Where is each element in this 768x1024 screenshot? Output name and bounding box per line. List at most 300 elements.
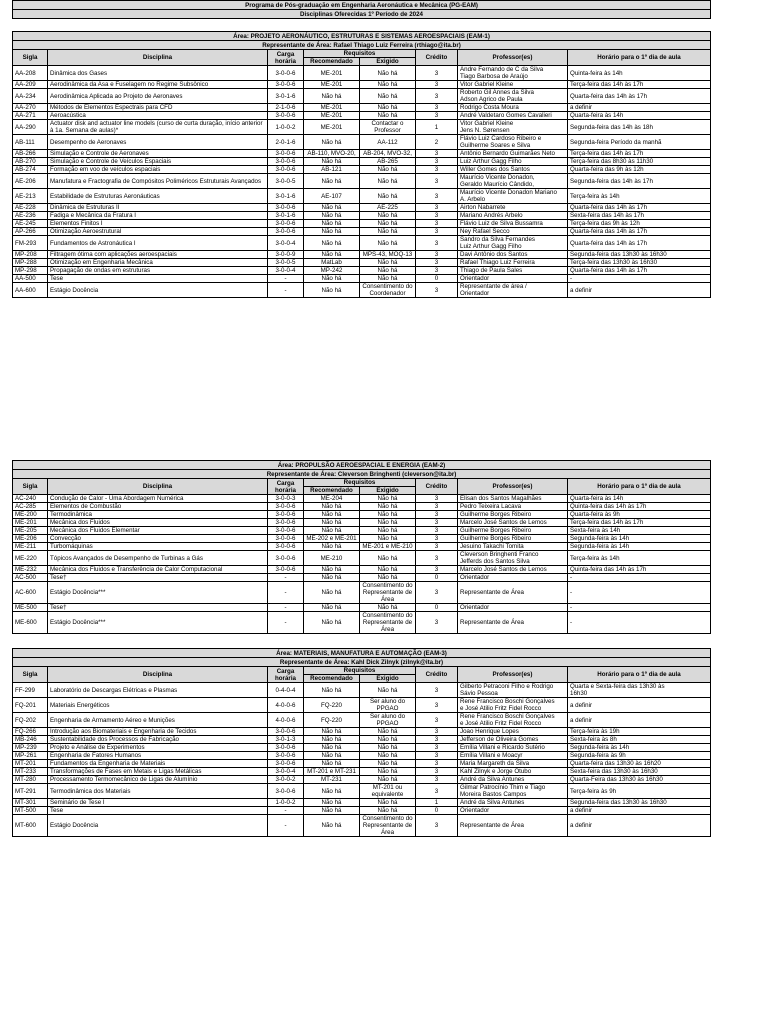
cell-exigido: Não há [360,519,416,527]
cell-credito: 0 [416,275,458,283]
cell-horario: Quarta e Sexta-feira das 13h30 às 16h30 [568,683,711,698]
cell-horario: Terça-feira às 9h [568,784,711,799]
area-rep-row [13,470,711,479]
cell-credito: 3 [416,189,458,204]
cell-carga: 3-0-0-6 [268,752,304,760]
cell-sigla: MT-291 [13,784,48,799]
cell-disciplina: Mecânica dos Fluidos Elementar [48,527,268,535]
cell-exigido: Não há [360,166,416,174]
table-row [13,566,711,574]
cell-sigla: AP-266 [13,228,48,236]
cell-disciplina: Laboratório de Descargas Elétricas e Plasmas [48,683,268,698]
col-sigla: Sigla [13,50,48,66]
cell-disciplina: Seminário de Tese I [48,799,268,807]
table-row [13,251,711,259]
cell-credito: 3 [416,259,458,267]
cell-exigido: Não há [360,799,416,807]
cell-professor: Rene Francisco Boschi Gonçalves e José Atilio Fritz Fidel Rocco [458,698,568,713]
cell-exigido: AA-112 [360,135,416,150]
cell-disciplina: Sustentabilidade dos Processos de Fabricação [48,736,268,744]
col-requisitos: Requisitos [304,667,416,675]
cell-horario: a definir [568,713,711,728]
cell-horario: Quinta-feira das 14h às 17h [568,503,711,511]
table-row [13,174,711,189]
area-title-row [13,461,711,470]
cell-credito: 3 [416,228,458,236]
cell-credito: 3 [416,166,458,174]
cell-horario: Segunda-feira às 9h [568,752,711,760]
cell-credito: 3 [416,89,458,104]
table-row [13,713,711,728]
cell-carga: - [268,807,304,815]
cell-sigla: AE-228 [13,204,48,212]
cell-sigla: AB-270 [13,158,48,166]
cell-horario: Quarta-feira das 14h às 17h [568,204,711,212]
cell-recomendado: MP-242 [304,267,360,275]
cell-exigido: Não há [360,189,416,204]
cell-professor: Gilberto Petraconi Filho e Rodrigo Sávio Pessoa [458,683,568,698]
cell-credito: 3 [416,158,458,166]
cell-recomendado: FQ-220 [304,698,360,713]
cell-credito: 3 [416,744,458,752]
cell-exigido: MPS-43, MOQ-13 [360,251,416,259]
area-title: Área: MATERIAIS, MANUFATURA E AUTOMAÇÃO (EAM-3) [13,649,711,658]
table-row [13,135,711,150]
cell-sigla: ME-205 [13,527,48,535]
cell-sigla: AE-245 [13,220,48,228]
cell-carga: 3-0-0-6 [268,228,304,236]
cell-carga: - [268,612,304,634]
cell-recomendado: Não há [304,89,360,104]
cell-sigla: AE-236 [13,212,48,220]
cell-horario: Terça-feira das 9h às 12h [568,220,711,228]
cell-sigla: AC-285 [13,503,48,511]
cell-credito: 3 [416,236,458,251]
cell-professor: Guilherme Borges Ribeiro [458,535,568,543]
cell-carga: 2-1-0-6 [268,104,304,112]
table-row [13,752,711,760]
cell-carga: 4-0-0-6 [268,698,304,713]
table-row [13,535,711,543]
cell-recomendado: AB-121 [304,166,360,174]
table-row [13,776,711,784]
cell-disciplina: Termodinâmica [48,511,268,519]
cell-recomendado: Não há [304,815,360,837]
cell-recomendado: Não há [304,283,360,298]
cell-exigido: Não há [360,81,416,89]
cell-professor: Orientador [458,604,568,612]
cell-sigla: AA-270 [13,104,48,112]
table-row [13,527,711,535]
col-recomendado: Recomendado [304,675,360,683]
cell-recomendado: Não há [304,760,360,768]
cell-professor: Ney Rafael Secco [458,228,568,236]
cell-horario: Quinta-feira às 14h [568,66,711,81]
cell-carga: 3-0-0-4 [268,267,304,275]
cell-disciplina: Otimização Aeroestrutural [48,228,268,236]
cell-professor: Pedro Teixeira Lacava [458,503,568,511]
cell-credito: 0 [416,807,458,815]
cell-carga: - [268,275,304,283]
col-horario: Horário para o 1º dia de aula [568,667,711,683]
cell-exigido: Não há [360,112,416,120]
cell-exigido: Não há [360,104,416,112]
table-row [13,228,711,236]
cell-sigla: MT-233 [13,768,48,776]
cell-credito: 3 [416,683,458,698]
cell-credito: 3 [416,728,458,736]
cell-professor: Jesuino Takachi Tomita [458,543,568,551]
cell-exigido: MT-201 ou equivalente [360,784,416,799]
cell-carga: 3-0-0-6 [268,760,304,768]
cell-professor: André Valdetaro Gomes Cavalieri [458,112,568,120]
cell-disciplina: Desempenho de Aeronaves [48,135,268,150]
cell-carga: 3-0-0-2 [268,776,304,784]
cell-sigla: MP-298 [13,267,48,275]
cell-professor: Guilherme Borges Ribeiro [458,511,568,519]
cell-sigla: ME-211 [13,543,48,551]
cell-sigla: AA-600 [13,283,48,298]
cell-disciplina: Elementos Finitos I [48,220,268,228]
cell-carga: 1-0-0-2 [268,799,304,807]
cell-carga: 4-0-0-6 [268,713,304,728]
table-row [13,807,711,815]
cell-credito: 3 [416,220,458,228]
table-row [13,220,711,228]
cell-recomendado: MatLab [304,259,360,267]
cell-recomendado: Não há [304,736,360,744]
table-row [13,736,711,744]
table-row [13,275,711,283]
cell-recomendado: Não há [304,799,360,807]
cell-credito: 3 [416,495,458,503]
cell-sigla: AA-234 [13,89,48,104]
cell-sigla: FQ-266 [13,728,48,736]
cell-sigla: MT-500 [13,807,48,815]
cell-disciplina: Dinâmica de Estruturas II [48,204,268,212]
cell-professor: Rodrigo Costa Moura [458,104,568,112]
program-title: Programa de Pós-graduação em Engenharia Aeronáutica e Mecânica (PG-EAM) [13,1,711,10]
cell-horario: Sexta-feira às 14h [568,527,711,535]
cell-exigido: Ser aluno do PPGAO [360,698,416,713]
cell-horario: Sexta-feira às 8h [568,736,711,744]
col-exigido: Exigido [360,675,416,683]
cell-exigido: AE-225 [360,204,416,212]
col-horario: Horário para o 1º dia de aula [568,50,711,66]
cell-credito: 3 [416,174,458,189]
cell-horario: Quarta-feira das 13h30 às 16h20 [568,760,711,768]
cell-carga: 3-0-0-6 [268,535,304,543]
area-title-row [13,649,711,658]
table-row [13,259,711,267]
cell-credito: 3 [416,784,458,799]
header-row [13,667,711,675]
cell-disciplina: Filtragem ótima com aplicações aeroespaciais [48,251,268,259]
cell-carga: 3-0-1-6 [268,189,304,204]
cell-exigido: Não há [360,551,416,566]
table-row [13,158,711,166]
cell-professor: Joao Henrique Lopes [458,728,568,736]
cell-credito: 3 [416,81,458,89]
table-row [13,582,711,604]
col-recomendado: Recomendado [304,58,360,66]
cell-carga: 3-0-0-6 [268,511,304,519]
cell-horario: Quarta-feira das 14h às 17h [568,89,711,104]
cell-credito: 3 [416,543,458,551]
cell-recomendado: Não há [304,511,360,519]
cell-carga: 3-0-1-6 [268,89,304,104]
cell-recomendado: Não há [304,784,360,799]
cell-recomendado: ME-204 [304,495,360,503]
cell-recomendado: Não há [304,683,360,698]
cell-disciplina: Termodinâmica dos Materiais [48,784,268,799]
cell-disciplina: Fundamentos da Engenharia de Materiais [48,760,268,768]
table-row [13,150,711,158]
cell-disciplina: Tese† [48,574,268,582]
cell-credito: 0 [416,574,458,582]
cell-sigla: MT-280 [13,776,48,784]
cell-recomendado: MT-231 [304,776,360,784]
cell-disciplina: Engenharia de Armamento Aéreo e Munições [48,713,268,728]
cell-professor: Davi Antônio dos Santos [458,251,568,259]
table-row [13,104,711,112]
cell-carga: 3-0-0-6 [268,519,304,527]
cell-disciplina: Engenharia de Fatores Humanos [48,752,268,760]
cell-recomendado: Não há [304,807,360,815]
col-credito: Crédito [416,667,458,683]
cell-credito: 3 [416,713,458,728]
section-gap [13,298,711,461]
cell-professor: André da Silva Antunes [458,776,568,784]
cell-exigido: Não há [360,174,416,189]
table-row [13,120,711,135]
cell-horario: Terça-feira das 13h30 às 16h30 [568,259,711,267]
cell-professor: Airton Nabarrete [458,204,568,212]
cell-carga: 3-0-0-6 [268,744,304,752]
cell-carga: - [268,604,304,612]
cell-sigla: ME-232 [13,566,48,574]
area-title-row [13,32,711,41]
cell-sigla: AE-213 [13,189,48,204]
cell-disciplina: Propagação de ondas em estruturas [48,267,268,275]
cell-professor: Maurício Vicente Donadon, Geraldo Maurício Cândido, [458,174,568,189]
cell-disciplina: Simulação e Controle de Veículos Espaciais [48,158,268,166]
cell-exigido: Não há [360,566,416,574]
cell-sigla: MP-261 [13,752,48,760]
cell-professor: Orientador [458,275,568,283]
cell-credito: 1 [416,799,458,807]
cell-disciplina: Aeroacústica [48,112,268,120]
cell-sigla: FQ-202 [13,713,48,728]
cell-credito: 3 [416,815,458,837]
cell-exigido: Não há [360,574,416,582]
cell-recomendado: Não há [304,174,360,189]
cell-professor: Rene Francisco Boschi Gonçalves e José Atilio Fritz Fidel Rocco [458,713,568,728]
cell-exigido: Ser aluno do PPGAO [360,713,416,728]
cell-carga: 3-0-0-6 [268,784,304,799]
cell-exigido: Não há [360,535,416,543]
cell-carga: 1-0-0-2 [268,120,304,135]
cell-credito: 3 [416,212,458,220]
cell-professor: Kahl Zilnyk e Jorge Otubo [458,768,568,776]
area-representative: Representante de Área: Kahl Dick Zilnyk (zilnyk@ita.br) [13,658,711,667]
cell-recomendado: Não há [304,519,360,527]
cell-exigido: Não há [360,728,416,736]
cell-carga: 3-0-0-9 [268,251,304,259]
cell-exigido: Consentimento do Representante de Área [360,612,416,634]
cell-horario: Quarta-feira às 14h [568,495,711,503]
col-carga: Carga horária [268,479,304,495]
cell-credito: 3 [416,283,458,298]
cell-horario: Terça-feira das 14h às 17h [568,81,711,89]
area-representative: Representante de Área: Rafael Thiago Luiz Ferreira (rthiago@ita.br) [13,41,711,50]
cell-professor: Maurício Vicente Donadon Mariano A. Arbelo [458,189,568,204]
cell-disciplina: Otimização em Engenharia Mecânica [48,259,268,267]
cell-disciplina: Convecção [48,535,268,543]
cell-horario: a definir [568,698,711,713]
cell-recomendado: ME-201 [304,81,360,89]
cell-disciplina: Aerodinâmica Aplicada ao Projeto de Aeronaves [48,89,268,104]
cell-carga: 3-0-0-6 [268,204,304,212]
cell-disciplina: Introdução aos Biomateriais e Engenharia de Tecidos [48,728,268,736]
cell-credito: 3 [416,698,458,713]
cell-credito: 3 [416,267,458,275]
cell-credito: 0 [416,604,458,612]
cell-disciplina: Estágio Docência*** [48,612,268,634]
cell-professor: Representante de Área [458,582,568,604]
cell-professor: Andre Fernando de C da Silva Tiago Barbosa de Araújo [458,66,568,81]
cell-professor: Elisan dos Santos Magalhães [458,495,568,503]
cell-horario: Segunda-feira das 14h às 18h [568,120,711,135]
cell-professor: Willer Gomes dos Santos [458,166,568,174]
cell-professor: Vitor Gabriel Kleine Jens N. Sørensen [458,120,568,135]
cell-horario: - [568,582,711,604]
cell-exigido: Não há [360,275,416,283]
cell-carga: 3-0-0-6 [268,220,304,228]
cell-disciplina: Processamento Termomecânico de Ligas de Alumínio [48,776,268,784]
col-exigido: Exigido [360,58,416,66]
table-row [13,604,711,612]
header-row [13,479,711,487]
cell-horario: Terça-feira às 19h [568,728,711,736]
cell-carga: 3-0-0-5 [268,174,304,189]
cell-horario: Segunda-feira das 14h às 17h [568,174,711,189]
cell-horario: Segunda-feira Período da manhã [568,135,711,150]
col-horario: Horário para o 1º dia de aula [568,479,711,495]
cell-disciplina: Estágio Docência*** [48,582,268,604]
cell-disciplina: Tese [48,275,268,283]
cell-horario: a definir [568,815,711,837]
cell-sigla: ME-201 [13,519,48,527]
cell-credito: 3 [416,535,458,543]
table-body [13,1,711,837]
cell-professor: Maria Margareth da Silva [458,760,568,768]
cell-carga: 3-0-0-6 [268,81,304,89]
cell-professor: André da Silva Antunes [458,799,568,807]
cell-disciplina: Condução de Calor - Uma Abordagem Numérica [48,495,268,503]
cell-horario: Terça-feira das 8h30 às 11h30 [568,158,711,166]
cell-credito: 3 [416,251,458,259]
cell-credito: 3 [416,736,458,744]
cell-carga: 3-0-0-6 [268,150,304,158]
table-row [13,799,711,807]
cell-sigla: ME-500 [13,604,48,612]
cell-professor: Flávio Luiz Cardoso Ribeiro e Guilherme Soares e Silva [458,135,568,150]
cell-horario: - [568,574,711,582]
cell-exigido: Contactar o Professor [360,120,416,135]
cell-professor: Marcelo José Santos de Lemos [458,566,568,574]
cell-sigla: AA-290 [13,120,48,135]
cell-sigla: ME-206 [13,535,48,543]
cell-professor: Representante de Área [458,815,568,837]
cell-carga: 3-0-0-6 [268,543,304,551]
cell-recomendado: Não há [304,135,360,150]
cell-credito: 3 [416,104,458,112]
cell-sigla: ME-200 [13,511,48,519]
cell-carga: 3-0-0-6 [268,112,304,120]
cell-exigido: Não há [360,259,416,267]
cell-exigido: AB-265 [360,158,416,166]
col-carga: Carga horária [268,667,304,683]
table-row [13,212,711,220]
cell-recomendado: Não há [304,251,360,259]
cell-recomendado: ME-201 [304,120,360,135]
cell-exigido: Não há [360,752,416,760]
cell-carga: - [268,582,304,604]
cell-horario: - [568,275,711,283]
cell-professor: Orientador [458,807,568,815]
cell-horario: Segunda-feira às 14h [568,744,711,752]
table-row [13,267,711,275]
cell-exigido: Não há [360,807,416,815]
table-row [13,81,711,89]
cell-sigla: MP-288 [13,259,48,267]
col-disciplina: Disciplina [48,479,268,495]
cell-horario: Quarta-feira às 9h [568,511,711,519]
cell-disciplina: Tese [48,807,268,815]
header-row [13,50,711,58]
table-row [13,204,711,212]
cell-exigido: Não há [360,511,416,519]
cell-recomendado: Não há [304,543,360,551]
cell-carga: - [268,574,304,582]
cell-professor: Vitor Gabriel Kleine [458,81,568,89]
cell-recomendado: AE-107 [304,189,360,204]
col-disciplina: Disciplina [48,50,268,66]
section-gap [13,19,711,32]
cell-professor: Roberto Gil Annes da Silva Adson Agrico de Paula [458,89,568,104]
cell-horario: Terça-feira às 14h [568,551,711,566]
cell-horario: a definir [568,807,711,815]
cell-horario: a definir [568,283,711,298]
cell-exigido: Não há [360,760,416,768]
col-sigla: Sigla [13,479,48,495]
cell-recomendado: ME-201 [304,112,360,120]
table-row [13,768,711,776]
col-disciplina: Disciplina [48,667,268,683]
cell-exigido: Não há [360,527,416,535]
cell-exigido: AB-204, MVO-32, [360,150,416,158]
cell-professor: Orientador [458,574,568,582]
cell-carga: 3-0-1-3 [268,736,304,744]
col-sigla: Sigla [13,667,48,683]
cell-horario: Quarta-feira das 14h às 17h [568,236,711,251]
table-row [13,698,711,713]
cell-horario: Terça-feira das 14h às 17h [568,519,711,527]
cell-horario: a definir [568,104,711,112]
cell-sigla: AB-111 [13,135,48,150]
cell-carga: 3-0-0-6 [268,728,304,736]
